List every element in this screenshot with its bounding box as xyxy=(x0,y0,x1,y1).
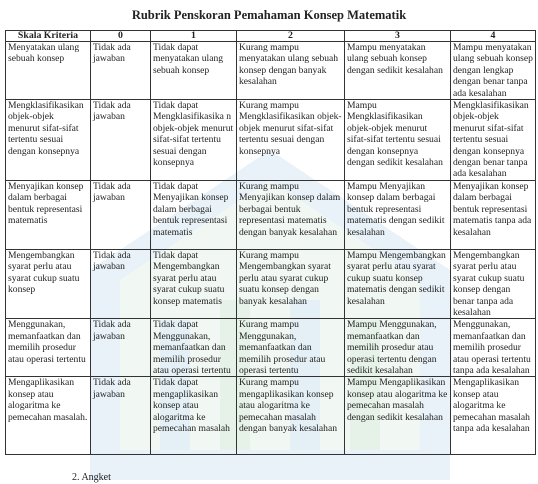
table-cell: Kurang mampu mengaplikasikan konsep atau alogaritma ke pemecahan masalah dengan banyak kesalahan xyxy=(237,377,345,455)
table-cell: Tidak dapat Menggunakan, memanfaatkan dan memilih prosedur atau operasi tertentu xyxy=(151,319,237,377)
table-cell: Menyajikan konsep dalam berbagai bentuk representasi matematis tanpa ada kesalahan xyxy=(451,180,536,249)
table-cell: Mampu Menyajikan konsep dalam berbagai bentuk representasi matematis dengan sedikit kesalahan xyxy=(345,180,451,249)
table-cell: Tidak dapat mengaplikasikan konsep atau alogaritma ke pemecahan masalah xyxy=(151,377,237,455)
table-cell: Tidak ada jawaban xyxy=(91,42,151,100)
table-cell: Mampu Mengembangkan syarat perlu atau syarat cukup suatu konsep matematis dengan sedikit kesalahan xyxy=(345,249,451,318)
header-cell: 4 xyxy=(451,31,536,42)
table-cell: Tidak dapat Mengembangkan syarat perlu atau syarat cukup suatu konsep matematis xyxy=(151,249,237,318)
table-header-row xyxy=(6,31,536,42)
table-cell: Tidak ada jawaban xyxy=(91,100,151,181)
table-cell: Tidak dapat Mengklasifikasika n objek-objek menurut sifat-sifat tertentu sesuai dengan konsepnya xyxy=(151,100,237,181)
table-cell: Kurang mampu Mengklasifikasikan objek-objek menurut sifat-sifat tertentu sesuai dengan konsepnya xyxy=(237,100,345,181)
table-row xyxy=(6,42,536,100)
table-cell: Tidak dapat menyatakan ulang sebuah konsep xyxy=(151,42,237,100)
header-cell: 2 xyxy=(237,31,345,42)
table-cell: Mampu menyatakan ulang sebuah konsep dengan lengkap dengan benar tanpa ada kesalahan xyxy=(451,42,536,100)
table-cell: Mengklasifikasikan objek-objek menurut sifat-sifat tertentu sesuai dengan konsepnya xyxy=(6,100,91,181)
table-row xyxy=(6,377,536,455)
table-cell: Menggunakan, memanfaatkan dan memilih prosedur atau operasi tertentu xyxy=(6,319,91,377)
table-cell: Mengembangkan syarat perlu atau syarat cukup suatu konsep dengan benar tanpa ada kesalahan xyxy=(451,249,536,318)
table-cell: Mengklasifikasikan objek-objek menurut sifat-sifat tertentu sesuai dengan konsepnya dengan benar tanpa ada kesalahan xyxy=(451,100,536,181)
table-cell: Mampu menyatakan ulang sebuah konsep dengan sedikit kesalahan xyxy=(345,42,451,100)
table-cell: Mampu Mengaplikasikan konsep atau alogaritma ke pemecahan masalah dengan sedikit kesalahan xyxy=(345,377,451,455)
table-cell: Mampu Menggunakan, memanfaatkan dan memilih prosedur atau operasi tertentu dengan sedikit kesalahan xyxy=(345,319,451,377)
table-cell: Tidak dapat Menyajikan konsep dalam berbagai bentuk representasi matematis xyxy=(151,180,237,249)
table-cell: Tidak ada jawaban xyxy=(91,180,151,249)
table-cell: Menggunakan, memanfaatkan dan memilih prosedur atau operasi tertentu tanpa ada kesalahan xyxy=(451,319,536,377)
table-cell: Menyajikan konsep dalam berbagai bentuk representasi matematis xyxy=(6,180,91,249)
header-cell: Skala Kriteria xyxy=(6,31,91,42)
rubric-table xyxy=(5,30,536,455)
table-cell: Menyatakan ulang sebuah konsep xyxy=(6,42,91,100)
table-row xyxy=(6,100,536,181)
header-cell: 1 xyxy=(151,31,237,42)
table-cell: Kurang mampu Mengembangkan syarat perlu atau syarat cukup suatu konsep dengan banyak kesalahan xyxy=(237,249,345,318)
table-row xyxy=(6,249,536,318)
table-cell: Tidak ada jawaban xyxy=(91,249,151,318)
table-cell: Tidak ada jawaban xyxy=(91,319,151,377)
document-title: Rubrik Penskoran Pemahaman Konsep Matematik xyxy=(131,8,407,22)
table-cell: Kurang mampu menyatakan ulang sebuah konsep dengan banyak kesalahan xyxy=(237,42,345,100)
table-cell: Mengaplikasikan konsep atau alogaritma ke pemecahan masalah tanpa ada kesalahan xyxy=(451,377,536,455)
table-cell: Tidak ada jawaban xyxy=(91,377,151,455)
table-row xyxy=(6,319,536,377)
table-row xyxy=(6,180,536,249)
table-cell: Mengaplikasikan konsep atau alogaritma ke pemecahan masalah. xyxy=(6,377,91,455)
table-cell: Kurang mampu Menggunakan, memanfaatkan dan memilih prosedur atau operasi tertentu xyxy=(237,319,345,377)
table-cell: Mampu Mengklasifikasikan objek-objek menurut sifat-sifat tertentu sesuai dengan konsepnya dengan sedikit kesalahan xyxy=(345,100,451,181)
next-section-heading: 2. Angket xyxy=(72,472,111,483)
table-cell: Mengembangkan syarat perlu atau syarat cukup suatu konsep xyxy=(6,249,91,318)
header-cell: 3 xyxy=(345,31,451,42)
header-cell: 0 xyxy=(91,31,151,42)
table-cell: Kurang mampu Menyajikan konsep dalam berbagai bentuk representasi matematis dengan banyak kesalahan xyxy=(237,180,345,249)
